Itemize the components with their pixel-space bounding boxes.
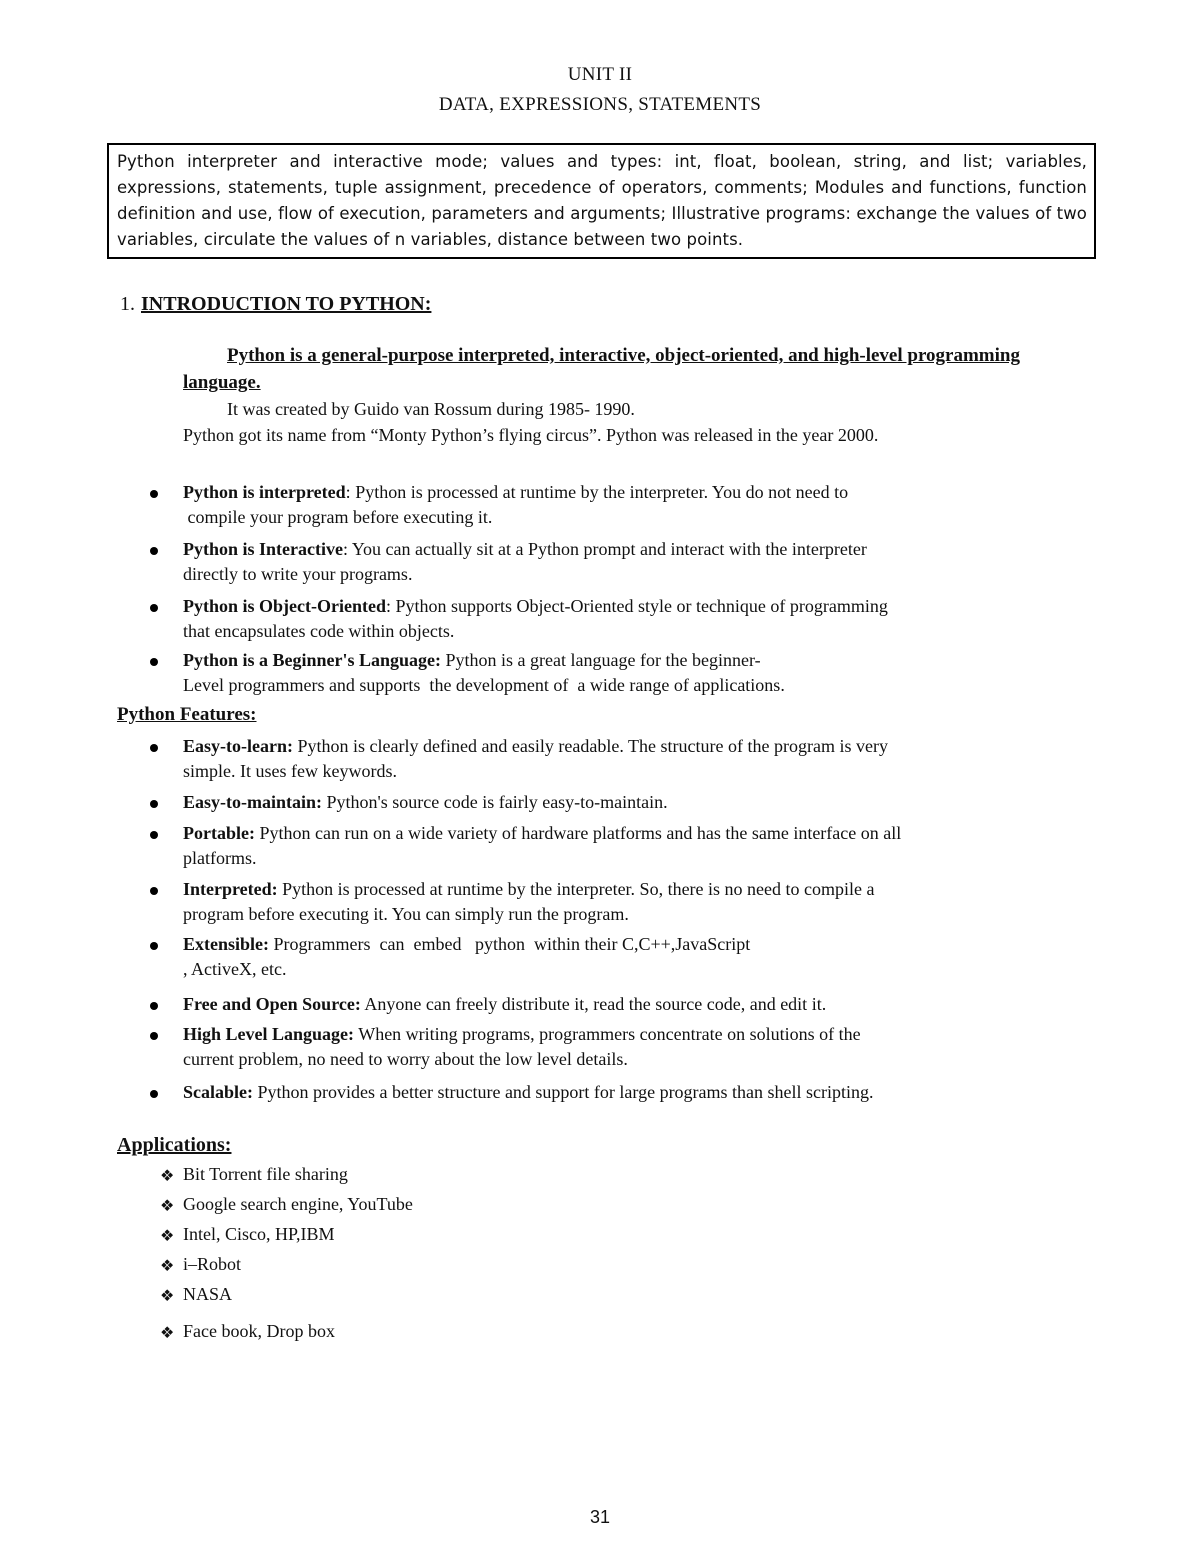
item-text: Python is processed at runtime by the interpreter. You do not need to [355, 482, 849, 502]
item-text-cont: platforms. [183, 848, 257, 868]
bullet-icon [150, 490, 158, 498]
bullet-icon [150, 800, 158, 808]
item-text-cont: current problem, no need to worry about the low level details. [183, 1049, 628, 1069]
bullet-icon [150, 1090, 158, 1098]
diamond-bullet-icon: ❖ [160, 1256, 175, 1275]
bullet-icon [150, 1032, 158, 1040]
application-name: NASA [183, 1284, 233, 1304]
application-name: Bit Torrent file sharing [183, 1164, 348, 1184]
item-text-cont: compile your program before executing it. [183, 507, 493, 527]
item-term: Easy-to-maintain: [183, 792, 322, 812]
item-term: Easy-to-learn: [183, 736, 293, 756]
item-term: Python is Interactive [183, 539, 343, 559]
applications-list [160, 1164, 413, 1351]
item-separator: : [345, 482, 356, 502]
list-item [145, 932, 1095, 992]
item-text: Python can run on a wide variety of hardware platforms and has the same interface on all [259, 823, 902, 843]
creator-text: It was created by Guido van Rossum during 1985- 1990. [227, 399, 635, 419]
name-origin-text: Python got its name from “Monty Python’s flying circus”. Python was released in the year 2000. [183, 425, 879, 445]
list-item [160, 1321, 413, 1351]
bullet-icon [150, 831, 158, 839]
list-item [160, 1164, 413, 1194]
unit-title: UNIT II [567, 64, 633, 85]
bullet-icon [150, 942, 158, 950]
item-text: Python provides a better structure and support for large programs than shell scripting. [257, 1082, 874, 1102]
item-term: Interpreted: [183, 879, 278, 899]
item-text: Python's source code is fairly easy-to-maintain. [326, 792, 668, 812]
application-name: Google search engine, YouTube [183, 1194, 413, 1214]
bullet-icon [150, 658, 158, 666]
item-term: Extensible: [183, 934, 270, 954]
page-number: 31 [589, 1507, 611, 1527]
item-text-cont: that encapsulates code within objects. [183, 621, 455, 641]
item-text-cont: simple. It uses few keywords. [183, 761, 397, 781]
section-number: 1. [120, 293, 135, 315]
item-text: Python is processed at runtime by the interpreter. So, there is no need to compile a [282, 879, 875, 899]
features-list [145, 734, 1095, 1110]
item-separator: : [342, 539, 352, 559]
item-text-cont: directly to write your programs. [183, 564, 413, 584]
list-item [160, 1254, 413, 1284]
list-item [145, 992, 1095, 1022]
list-item [145, 537, 1095, 594]
item-text: Programmers can embed python within their C,C++,JavaScript [269, 934, 751, 954]
list-item [160, 1284, 413, 1321]
list-item [145, 877, 1095, 932]
list-item [160, 1194, 413, 1224]
unit-subtitle: DATA, EXPRESSIONS, STATEMENTS [438, 94, 762, 115]
application-name: Face book, Drop box [183, 1321, 335, 1341]
item-text: Python supports Object-Oriented style or technique of programming [395, 596, 888, 616]
bullet-icon [150, 604, 158, 612]
list-item [145, 1022, 1095, 1080]
diamond-bullet-icon: ❖ [160, 1286, 175, 1305]
item-text-cont: , ActiveX, etc. [183, 959, 287, 979]
item-text: Python is clearly defined and easily readable. The structure of the program is very [297, 736, 888, 756]
item-term: Python is Object-Oriented [183, 596, 386, 616]
bullet-icon [150, 744, 158, 752]
diamond-bullet-icon: ❖ [160, 1166, 175, 1185]
section-title: INTRODUCTION TO PYTHON: [141, 293, 432, 315]
applications-heading: Applications: [117, 1134, 232, 1156]
bullet-icon [150, 547, 158, 555]
bullet-icon [150, 887, 158, 895]
item-text: When writing programs, programmers concentrate on solutions of the [358, 1024, 861, 1044]
item-term: Python is interpreted [183, 482, 346, 502]
python-definition: Python is a general-purpose interpreted, interactive, object-oriented, and high-level programming language. [183, 345, 1020, 393]
item-term: Free and Open Source: [183, 994, 361, 1014]
item-text-cont: Level programmers and supports the development of a wide range of applications. [183, 675, 785, 695]
item-text: You can actually sit at a Python prompt and interact with the interpreter [351, 539, 867, 559]
features-heading: Python Features: [117, 704, 257, 725]
item-text: Python is a great language for the beginner- [445, 650, 761, 670]
item-term: Scalable: [183, 1082, 253, 1102]
diamond-bullet-icon: ❖ [160, 1196, 175, 1215]
item-term: High Level Language: [183, 1024, 355, 1044]
diamond-bullet-icon: ❖ [160, 1226, 175, 1245]
syllabus-box: Python interpreter and interactive mode; values and types: int, float, boolean, string, and list; variables, expressions, statements, tuple assignment, precedence of operators, comments; Modules and functions, function definition and use, flow of execution, parameters and arguments; Illustrative programs: exchange the values of two variables, circulate the values of n variables, distance between two points. [107, 143, 1096, 259]
list-item [145, 821, 1095, 877]
application-name: Intel, Cisco, HP,IBM [183, 1224, 335, 1244]
list-item [145, 1080, 1095, 1110]
item-text-cont: program before executing it. You can simply run the program. [183, 904, 629, 924]
application-name: i–Robot [183, 1254, 242, 1274]
item-term: Portable: [183, 823, 255, 843]
properties-list [145, 480, 1095, 700]
bullet-icon [150, 1002, 158, 1010]
diamond-bullet-icon: ❖ [160, 1323, 175, 1342]
item-separator: : [385, 596, 396, 616]
list-item [160, 1224, 413, 1254]
list-item [145, 734, 1095, 790]
item-term: Python is a Beginner's Language: [183, 650, 442, 670]
list-item [145, 594, 1095, 648]
section-heading [120, 293, 431, 316]
item-text: Anyone can freely distribute it, read the source code, and edit it. [364, 994, 827, 1014]
list-item [145, 648, 1095, 700]
list-item [145, 480, 1095, 537]
list-item [145, 790, 1095, 821]
